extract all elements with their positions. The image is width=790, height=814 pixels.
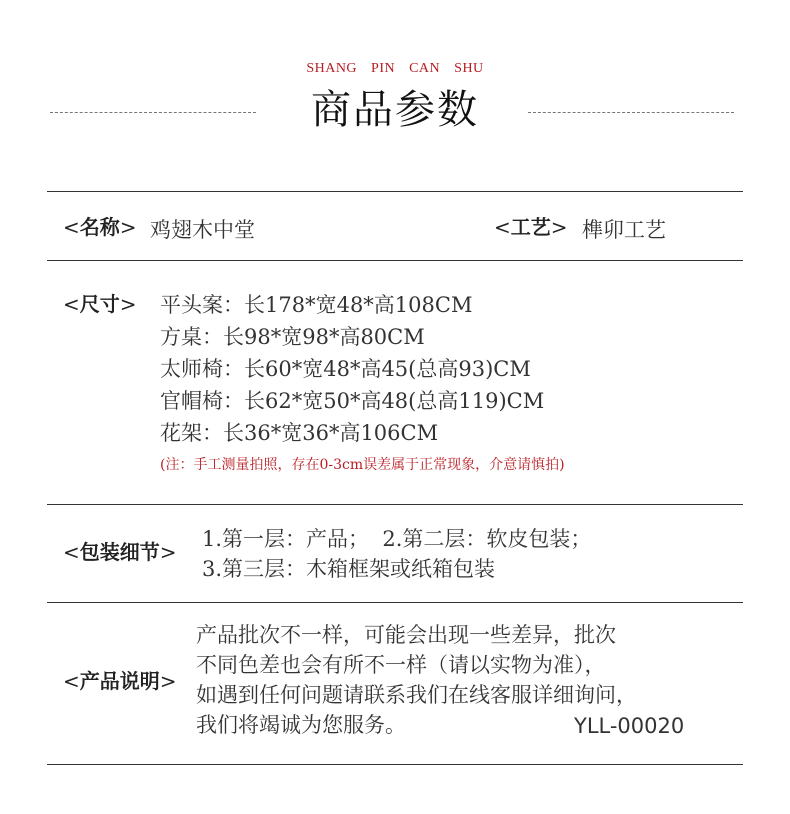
craft-value: 榫卯工艺 bbox=[582, 218, 666, 242]
list-item: 太师椅：长60*宽48*高45(总高93)CM bbox=[160, 357, 531, 381]
page-title: 商品参数 bbox=[311, 87, 479, 133]
table-rule-top bbox=[47, 191, 743, 192]
description-text bbox=[196, 620, 637, 740]
list-item: 3.第三层：木箱框架或纸箱包装 bbox=[202, 557, 496, 581]
table-rule-bottom bbox=[47, 764, 743, 765]
craft-label: <工艺> bbox=[494, 215, 568, 239]
description-line: 如遇到任何问题请联系我们在线客服详细询问， bbox=[196, 683, 637, 707]
size-list bbox=[160, 289, 544, 449]
description-line: 我们将竭诚为您服务。 bbox=[196, 713, 406, 737]
table-rule bbox=[47, 260, 743, 261]
list-item: 1.第一层：产品； 2.第二层：软皮包装； bbox=[202, 527, 592, 551]
header-divider-right bbox=[528, 112, 734, 113]
header-subtitle: SHANG PIN CAN SHU bbox=[306, 61, 484, 76]
description-label: <产品说明> bbox=[63, 669, 177, 693]
size-note: (注：手工测量拍照，存在0-3cm误差属于正常现象，介意请慎拍) bbox=[160, 457, 565, 473]
list-item: 花架：长36*宽36*高106CM bbox=[160, 421, 439, 445]
table-rule bbox=[47, 504, 743, 505]
size-label: <尺寸> bbox=[63, 292, 137, 316]
name-label: <名称> bbox=[63, 215, 137, 239]
description-line: 不同色差也会有所不一样（请以实物为准）， bbox=[196, 653, 606, 677]
product-code: YLL-00020 bbox=[574, 714, 685, 738]
list-item: 官帽椅：长62*宽50*高48(总高119)CM bbox=[160, 389, 545, 413]
packaging-label: <包装细节> bbox=[63, 540, 177, 564]
description-line: 产品批次不一样，可能会出现一些差异，批次 bbox=[196, 623, 616, 647]
name-value: 鸡翅木中堂 bbox=[150, 218, 255, 242]
packaging-list bbox=[202, 524, 591, 584]
list-item: 平头案：长178*宽48*高108CM bbox=[160, 293, 473, 317]
table-rule bbox=[47, 602, 743, 603]
list-item: 方桌：长98*宽98*高80CM bbox=[160, 325, 425, 349]
